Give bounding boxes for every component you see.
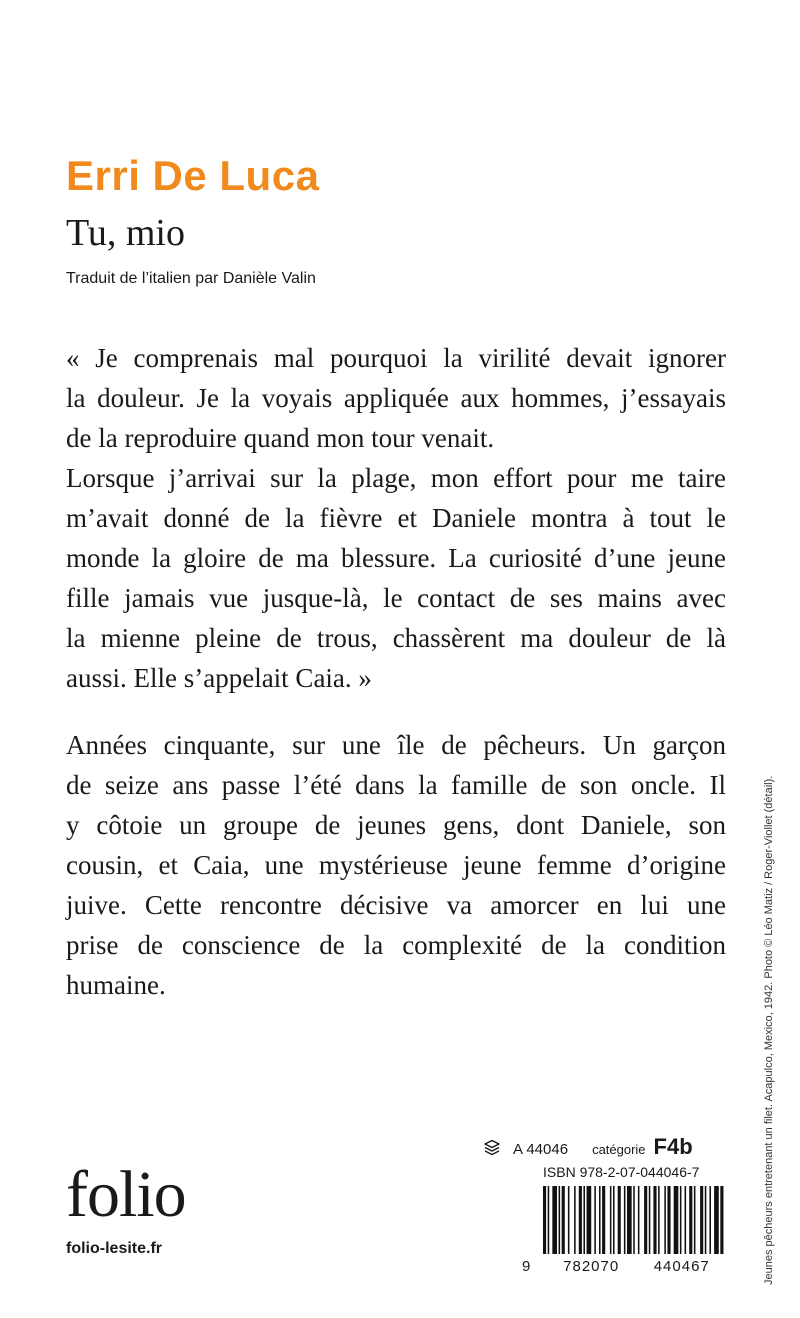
stacked-books-icon <box>483 1138 501 1156</box>
summary-line: juive. Cette rencontre décisive va amorcer en lui une <box>66 890 726 920</box>
barcode-bar <box>674 1186 679 1254</box>
book-summary <box>66 725 726 1005</box>
barcode-bar <box>568 1186 570 1254</box>
author-name: Erri De Luca <box>66 152 320 199</box>
excerpt-line: la douleur. Je la voyais appliquée aux hommes, j’essayais <box>66 383 726 413</box>
barcode-bar <box>602 1186 605 1254</box>
barcode-bar <box>574 1186 576 1254</box>
barcode-bar <box>705 1186 707 1254</box>
excerpt-line: aussi. Elle s’appelait Caia. » <box>66 663 372 693</box>
summary-line: humaine. <box>66 970 166 1000</box>
excerpt-line: fille jamais vue jusque-là, le contact de ses mains avec <box>66 583 726 613</box>
excerpt-quote <box>66 338 726 698</box>
category-value: F4b <box>653 1134 693 1159</box>
excerpt-line: m’avait donné de la fièvre et Daniele montra à tout le <box>66 503 726 533</box>
isbn: ISBN 978-2-07-044046-7 <box>543 1164 700 1180</box>
barcode-bar <box>552 1186 557 1254</box>
barcode-bar <box>559 1186 561 1254</box>
barcode-bar <box>624 1186 626 1254</box>
barcode-bar <box>714 1186 719 1254</box>
excerpt-line: la mienne pleine de trous, chassèrent ma douleur de là <box>66 623 726 653</box>
barcode <box>543 1186 725 1254</box>
barcode-bar <box>638 1186 640 1254</box>
excerpt-line: de la reproduire quand mon tour venait. <box>66 423 495 453</box>
catalog-code: A 44046 <box>513 1141 569 1158</box>
barcode-bar <box>700 1186 703 1254</box>
barcode-bar <box>658 1186 660 1254</box>
barcode-bar <box>694 1186 696 1254</box>
translator-credit: Traduit de l’italien par Danièle Valin <box>66 270 316 287</box>
barcode-bar <box>548 1186 550 1254</box>
publisher-url: folio-lesite.fr <box>66 1240 163 1257</box>
barcode-bar <box>664 1186 666 1254</box>
summary-line: cousin, et Caia, une mystérieuse jeune femme d’origine <box>66 850 726 880</box>
barcode-bar <box>599 1186 601 1254</box>
barcode-bar <box>680 1186 682 1254</box>
barcode-bar <box>594 1186 596 1254</box>
barcode-bar <box>689 1186 692 1254</box>
excerpt-line: « Je comprenais mal pourquoi la virilité devait ignorer <box>66 343 726 373</box>
barcode-bar <box>709 1186 711 1254</box>
barcode-bar <box>633 1186 635 1254</box>
barcode-digit-group: 782070 <box>563 1258 620 1275</box>
excerpt-line: Lorsque j’arrivai sur la plage, mon effort pour me taire <box>66 463 726 493</box>
category-label: catégorie <box>592 1142 646 1157</box>
barcode-digit-first: 9 <box>522 1258 531 1275</box>
summary-line: y côtoie un groupe de jeunes gens, dont Daniele, son <box>66 810 726 840</box>
barcode-bar <box>543 1186 546 1254</box>
publisher-logo: folio <box>66 1158 186 1231</box>
barcode-bar <box>562 1186 565 1254</box>
summary-line: prise de conscience de la complexité de la condition <box>66 930 726 960</box>
book-title: Tu, mio <box>66 212 185 254</box>
cover-photo-credit: Jeunes pêcheurs entretenant un filet. Acapulco, Mexico, 1942. Photo © Léo Matiz / Roger-Viollet (détail). <box>763 775 775 1285</box>
barcode-bar <box>583 1186 585 1254</box>
barcode-bar <box>667 1186 670 1254</box>
barcode-bar <box>685 1186 687 1254</box>
barcode-bar <box>618 1186 621 1254</box>
barcode-bar <box>653 1186 656 1254</box>
barcode-bar <box>720 1186 723 1254</box>
barcode-bar <box>627 1186 632 1254</box>
barcode-bar <box>610 1186 612 1254</box>
summary-line: de seize ans passe l’été dans la famille de son oncle. Il <box>66 770 726 800</box>
book-meta-row <box>483 1134 693 1160</box>
barcode-bar <box>649 1186 651 1254</box>
barcode-bar <box>613 1186 615 1254</box>
barcode-bar <box>644 1186 647 1254</box>
barcode-digits <box>522 1258 727 1275</box>
barcode-bar <box>579 1186 582 1254</box>
barcode-digit-group: 440467 <box>653 1258 710 1275</box>
summary-line: Années cinquante, sur une île de pêcheurs. Un garçon <box>66 730 726 760</box>
excerpt-line: monde la gloire de ma blessure. La curiosité d’une jeune <box>66 543 726 573</box>
barcode-bar <box>587 1186 592 1254</box>
